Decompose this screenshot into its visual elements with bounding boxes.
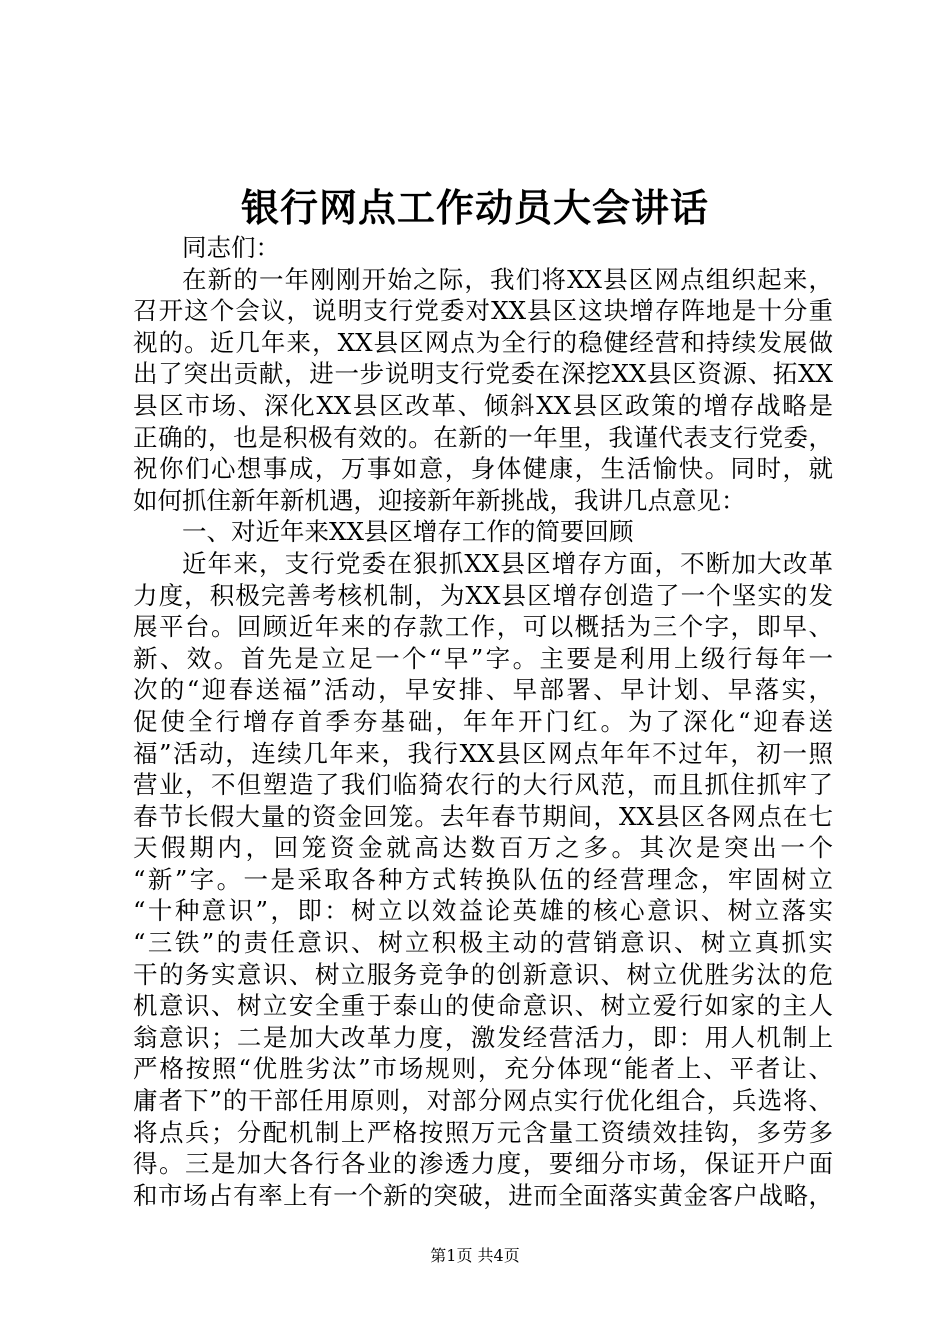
text-line: “十种意识”，即：树立以效益论英雄的核心意识、树立落实 — [133, 896, 833, 926]
text-line: 在新的一年刚刚开始之际，我们将XX县区网点组织起来， — [182, 264, 833, 294]
text-line: 召开这个会议，说明支行党委对XX县区这块增存阵地是十分重 — [133, 296, 833, 326]
text-line: 一、对近年来XX县区增存工作的简要回顾 — [182, 517, 634, 547]
text-line: “新”字。一是采取各种方式转换队伍的经营理念，牢固树立 — [133, 864, 833, 894]
text-line: 新、效。首先是立足一个“早”字。主要是利用上级行每年一 — [133, 643, 833, 673]
text-line: 如何抓住新年新机遇，迎接新年新挑战，我讲几点意见： — [133, 485, 746, 515]
text-line: 严格按照“优胜劣汰”市场规则，充分体现“能者上、平者让、 — [133, 1054, 833, 1084]
text-line: 庸者下”的干部任用原则，对部分网点实行优化组合，兵选将、 — [133, 1086, 833, 1116]
text-line: 干的务实意识、树立服务竞争的创新意识、树立优胜劣汰的危 — [133, 959, 833, 989]
text-line: 得。三是加大各行各业的渗透力度，要细分市场，保证开户面 — [133, 1149, 833, 1179]
text-line: “三铁”的责任意识、树立积极主动的营销意识、树立真抓实 — [133, 928, 833, 958]
text-line: 正确的，也是积极有效的。在新的一年里，我谨代表支行党委， — [133, 422, 833, 452]
text-line: 和市场占有率上有一个新的突破，进而全面落实黄金客户战略， — [133, 1180, 833, 1210]
text-line: 机意识、树立安全重于泰山的使命意识、树立爱行如家的主人 — [133, 991, 833, 1021]
text-line: 县区市场、深化XX县区改革、倾斜XX县区政策的增存战略是 — [133, 390, 833, 420]
text-line: 天假期内，回笼资金就高达数百万之多。其次是突出一个 — [133, 833, 833, 863]
text-line: 促使全行增存首季夯基础，年年开门红。为了深化“迎春送 — [133, 706, 833, 736]
text-line: 近年来，支行党委在狠抓XX县区增存方面，不断加大改革 — [182, 548, 833, 578]
text-line: 出了突出贡献，进一步说明支行党委在深挖XX县区资源、拓XX — [133, 359, 833, 389]
text-line: 将点兵；分配机制上严格按照万元含量工资绩效挂钩，多劳多 — [133, 1117, 833, 1147]
text-line: 同志们： — [182, 233, 280, 262]
text-line: 翁意识；二是加大改革力度，激发经营活力，即：用人机制上 — [133, 1022, 833, 1052]
document-title: 银行网点工作动员大会讲话 — [240, 186, 709, 230]
text-line: 春节长假大量的资金回笼。去年春节期间，XX县区各网点在七 — [133, 801, 833, 831]
text-line: 营业，不但塑造了我们临猗农行的大行风范，而且抓住抓牢了 — [133, 770, 833, 800]
text-line: 展平台。回顾近年来的存款工作，可以概括为三个字，即早、 — [133, 612, 833, 642]
text-line: 福”活动，连续几年来，我行XX县区网点年年不过年，初一照 — [133, 738, 833, 768]
text-line: 视的。近几年来，XX县区网点为全行的稳健经营和持续发展做 — [133, 327, 833, 357]
text-line: 力度，积极完善考核机制，为XX县区增存创造了一个坚实的发 — [133, 580, 833, 610]
document-body — [133, 232, 833, 1211]
text-line: 次的“迎春送福”活动，早安排、早部署、早计划、早落实， — [133, 675, 833, 705]
text-line: 祝你们心想事成，万事如意，身体健康，生活愉快。同时，就 — [133, 454, 833, 484]
page-footer: 第1页 共4页 — [430, 1246, 520, 1265]
